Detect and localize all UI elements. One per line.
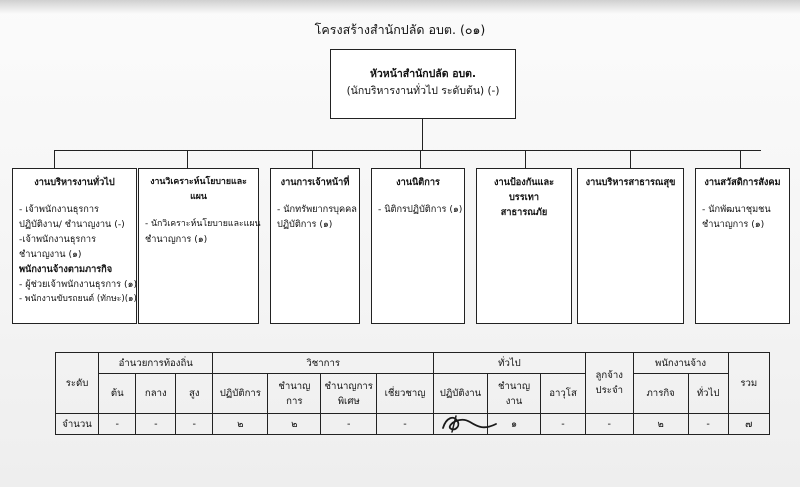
- permanent-header: ลูกจ้างประจำ: [585, 353, 633, 414]
- scan-shadow: [0, 0, 800, 14]
- subheader-cell: ชำนาญการ: [268, 374, 321, 414]
- general-header: ทั่วไป: [434, 353, 586, 374]
- unit-item: - นักพัฒนาชุมชน: [702, 204, 771, 215]
- unit-title: งานวิเคราะห์นโยบายและแผน: [150, 177, 247, 202]
- unit-item: - พนักงานขับรถยนต์ (ทักษะ)(๑): [19, 294, 137, 304]
- connector-drop: [420, 150, 421, 168]
- subheader-cell: กลาง: [136, 374, 176, 414]
- unit-item: - นักวิเคราะห์นโยบายและแผน: [145, 219, 261, 229]
- value-cell: -: [321, 414, 377, 435]
- local-admin-header: อำนวยการท้องถิ่น: [99, 353, 213, 374]
- connector-drop: [54, 150, 55, 168]
- connector-drop: [525, 150, 526, 168]
- connector-drop: [312, 150, 313, 168]
- unit-box-legal: [371, 168, 465, 324]
- unit-title: งานสวัสดิการสังคม: [704, 177, 781, 188]
- subheader-cell: ทั่วไป: [688, 374, 728, 414]
- page-title: โครงสร้างสำนักปลัด อบต. (๐๑): [314, 22, 486, 37]
- unit-title: งานบริหารงานทั่วไป: [34, 177, 115, 188]
- unit-title: งานบริหารสาธารณสุข: [585, 177, 676, 188]
- unit-item: ปฏิบัติการ (๑): [277, 219, 333, 230]
- contract-header: พนักงานจ้าง: [633, 353, 728, 374]
- value-cell: -: [176, 414, 213, 435]
- head-name: หัวหน้าสำนักปลัด อบต.: [369, 68, 476, 80]
- unit-box-disaster-prevention: [476, 168, 572, 324]
- unit-item: ปฏิบัติงาน/ ชำนาญงาน (-): [19, 219, 125, 230]
- unit-item: ชำนาญการ (๑): [145, 234, 208, 245]
- unit-item: - นักทรัพยากรบุคคล: [277, 204, 357, 215]
- row-label: จำนวน: [56, 414, 99, 435]
- unit-item: - เจ้าพนักงานธุรการ: [19, 204, 99, 215]
- unit-title: งานการเจ้าหน้าที่: [280, 177, 350, 188]
- unit-box-general-admin: [12, 168, 137, 324]
- unit-title: งานป้องกันและบรรเทาสาธารณภัย: [493, 177, 555, 218]
- value-cell: -: [585, 414, 633, 435]
- value-cell: -: [99, 414, 136, 435]
- unit-item: - นิติกรปฏิบัติการ (๑): [378, 204, 463, 215]
- value-cell: ๑: [487, 414, 540, 435]
- rank-summary-table: [55, 352, 770, 435]
- unit-item: ชำนาญการ (๑): [702, 219, 765, 230]
- value-cell: -: [377, 414, 434, 435]
- value-cell: ๒: [633, 414, 688, 435]
- unit-box-policy-planning: [138, 168, 259, 324]
- subheader-cell: ชำนาญงาน: [487, 374, 540, 414]
- connector-horizontal: [54, 150, 761, 151]
- handwritten-signature: [440, 410, 500, 436]
- value-cell: ๒: [268, 414, 321, 435]
- unit-item: - ผู้ช่วยเจ้าพนักงานธุรการ (๑): [19, 279, 138, 290]
- subheader-cell: เชี่ยวชาญ: [377, 374, 434, 414]
- head-box: [330, 49, 516, 119]
- subheader-cell: ภารกิจ: [633, 374, 688, 414]
- head-position: (นักบริหารงานทั่วไป ระดับต้น) (-): [346, 85, 500, 97]
- total-header: รวม: [728, 353, 769, 414]
- subheader-cell: สูง: [176, 374, 213, 414]
- level-header: ระดับ: [56, 353, 99, 414]
- value-cell: -: [136, 414, 176, 435]
- unit-item: ชำนาญงาน (๑): [19, 249, 82, 260]
- unit-title: งานนิติการ: [396, 177, 440, 188]
- subheader-cell: ปฏิบัติงาน: [434, 374, 488, 414]
- subheader-cell: ปฏิบัติการ: [213, 374, 268, 414]
- connector-drop: [187, 150, 188, 168]
- subheader-cell: อาวุโส: [541, 374, 586, 414]
- unit-box-public-health: [577, 168, 684, 324]
- subheader-cell: ชำนาญการพิเศษ: [321, 374, 377, 414]
- unit-item: -เจ้าพนักงานธุรการ: [19, 234, 97, 245]
- connector-drop: [630, 150, 631, 168]
- unit-box-personnel: [270, 168, 360, 324]
- unit-box-social-welfare: [695, 168, 790, 324]
- value-cell: -: [688, 414, 728, 435]
- subheader-cell: ต้น: [99, 374, 136, 414]
- unit-item-heading: พนักงานจ้างตามภารกิจ: [19, 264, 113, 275]
- academic-header: วิชาการ: [213, 353, 434, 374]
- connector-drop: [740, 150, 741, 168]
- connector-vertical-head: [422, 118, 423, 150]
- value-cell: ๒: [213, 414, 268, 435]
- value-cell: ๗: [728, 414, 769, 435]
- value-cell: -: [541, 414, 586, 435]
